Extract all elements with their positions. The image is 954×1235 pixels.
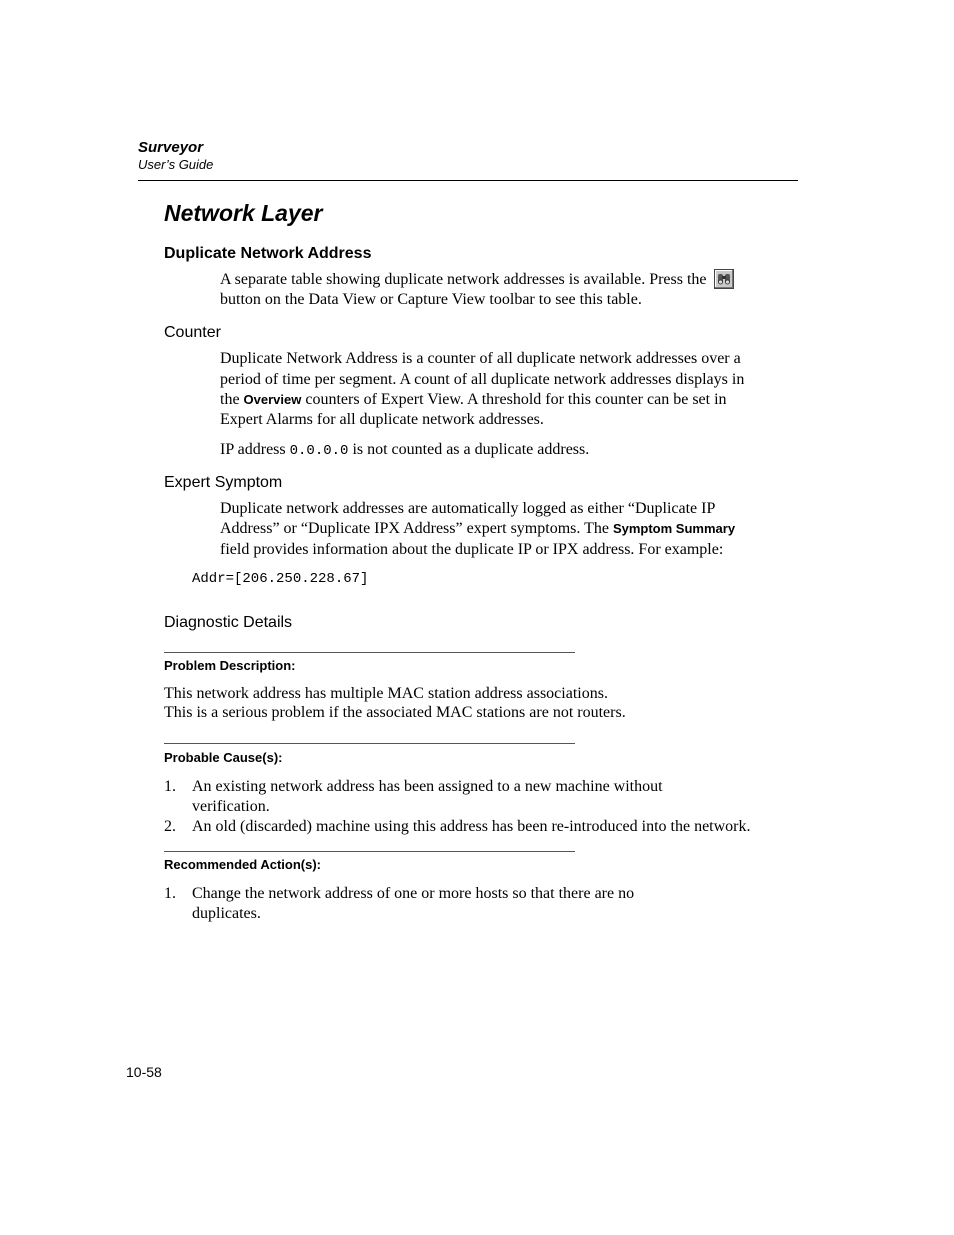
counter-line-1: Duplicate Network Address is a counter of all duplicate network addresses over a bbox=[220, 350, 741, 367]
overview-label: Overview bbox=[243, 392, 302, 407]
action-1-line-2: duplicates. bbox=[192, 905, 261, 922]
intro-line-2: button on the Data View or Capture View toolbar to see this table. bbox=[220, 291, 642, 308]
intro-text: A separate table showing duplicate network addresses is available. Press the bbox=[220, 271, 707, 288]
divider bbox=[164, 851, 575, 852]
page-number: 10-58 bbox=[126, 1064, 162, 1080]
counter-heading: Counter bbox=[164, 324, 221, 341]
causes-label: Probable Cause(s): bbox=[164, 750, 283, 765]
header-rule bbox=[138, 180, 798, 181]
binoculars-icon bbox=[715, 270, 733, 288]
counter-line-3-after: counters of Expert View. A threshold for this counter can be set in bbox=[305, 391, 727, 408]
problem-label: Problem Description: bbox=[164, 658, 296, 673]
counter-line-4: Expert Alarms for all duplicate network addresses. bbox=[220, 411, 544, 428]
page-title: Network Layer bbox=[164, 200, 323, 226]
action-1-number: 1. bbox=[164, 885, 176, 902]
actions-label: Recommended Action(s): bbox=[164, 857, 321, 872]
cause-1-line-2: verification. bbox=[192, 798, 270, 815]
ip-address-note bbox=[220, 440, 589, 461]
cause-2-number: 2. bbox=[164, 818, 176, 835]
symptom-line-2 bbox=[220, 519, 735, 539]
symptom-line-1: Duplicate network addresses are automatically logged as either “Duplicate IP bbox=[220, 500, 716, 517]
divider bbox=[164, 743, 575, 744]
symptom-summary-label: Symptom Summary bbox=[612, 521, 736, 536]
cause-2-line-1: An old (discarded) machine using this address has been re-introduced into the network. bbox=[192, 818, 751, 835]
header-product-name: Surveyor bbox=[138, 139, 204, 156]
header-guide-name: User’s Guide bbox=[138, 157, 214, 172]
duplicate-address-toolbar-icon bbox=[714, 269, 734, 289]
intro-line-1 bbox=[220, 269, 734, 290]
counter-line-3-before: the bbox=[220, 391, 240, 408]
ip-after: is not counted as a duplicate address. bbox=[352, 441, 590, 458]
cause-1-number: 1. bbox=[164, 778, 176, 795]
counter-line-3 bbox=[220, 390, 727, 410]
section-heading: Duplicate Network Address bbox=[164, 245, 372, 262]
example-code: Addr=[206.250.228.67] bbox=[192, 571, 369, 587]
symptom-heading: Expert Symptom bbox=[164, 474, 283, 491]
ip-code: 0.0.0.0 bbox=[289, 443, 349, 459]
cause-1-line-1: An existing network address has been assigned to a new machine without bbox=[192, 778, 663, 795]
diagnostic-heading: Diagnostic Details bbox=[164, 614, 293, 631]
divider bbox=[164, 652, 575, 653]
symptom-line-3: field provides information about the duplicate IP or IPX address. For example: bbox=[220, 541, 724, 558]
problem-line-2: This is a serious problem if the associated MAC stations are not routers. bbox=[164, 704, 626, 721]
symptom-line-2-before: Address” or “Duplicate IPX Address” expert symptoms. The bbox=[220, 520, 609, 537]
ip-before: IP address bbox=[220, 441, 286, 458]
problem-line-1: This network address has multiple MAC station address associations. bbox=[164, 685, 608, 702]
action-1-line-1: Change the network address of one or more hosts so that there are no bbox=[192, 885, 635, 902]
counter-line-2: period of time per segment. A count of all duplicate network addresses displays in bbox=[220, 371, 745, 388]
